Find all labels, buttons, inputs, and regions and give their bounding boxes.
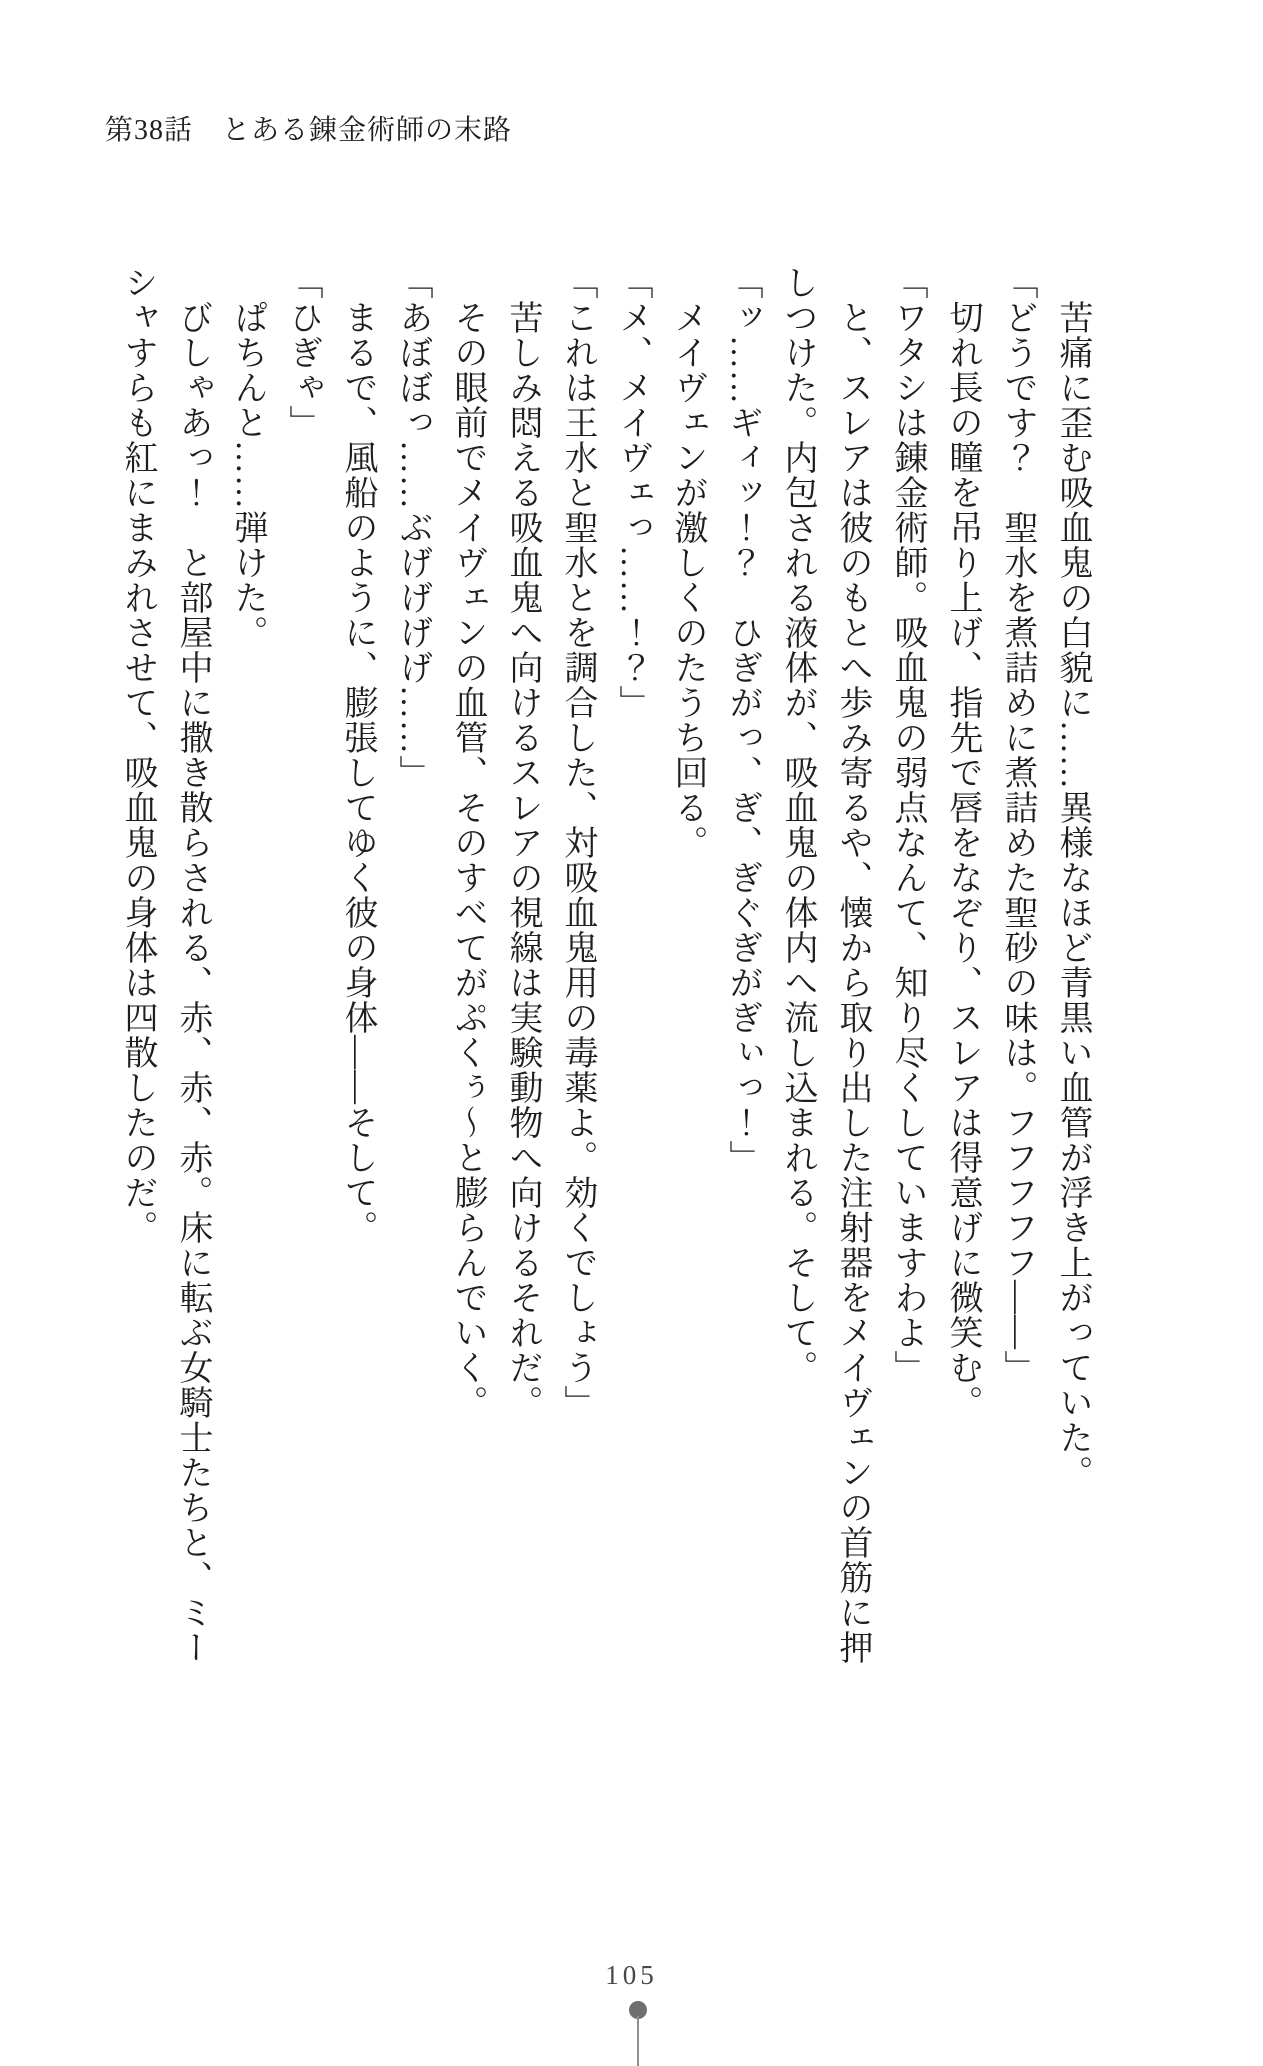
text-line: 「メ、メイヴェっ……！？」 xyxy=(614,265,651,720)
text-line: シャすらも紅にまみれさせて、吸血鬼の身体は四散したのだ。 xyxy=(119,265,156,1245)
text-line: びしゃあっ！ と部屋中に撒き散らされる、赤、赤、赤。床に転ぶ女騎士たちと、ミー xyxy=(174,300,211,1665)
text-line: 「ワタシは錬金術師。吸血鬼の弱点なんて、知り尽くしていますわよ」 xyxy=(889,265,926,1385)
chapter-header: 第38話 とある錬金術師の末路 xyxy=(105,115,513,146)
text-line: 切れ長の瞳を吊り上げ、指先で唇をなぞり、スレアは得意げに微笑む。 xyxy=(944,300,981,1420)
text-line: 苦痛に歪む吸血鬼の白貌に……異様なほど青黒い血管が浮き上がっていた。 xyxy=(1054,300,1091,1490)
text-line: 「ひぎゃ」 xyxy=(284,265,321,440)
text-line: 「あぼぼっ……ぶげげげげ……」 xyxy=(394,265,431,790)
text-line: 苦しみ悶える吸血鬼へ向けるスレアの視線は実験動物へ向けるそれだ。 xyxy=(504,300,541,1420)
text-line: その眼前でメイヴェンの血管、そのすべてがぷくぅ〜と膨らんでいく。 xyxy=(449,300,486,1420)
text-line: しつけた。内包される液体が、吸血鬼の体内へ流し込まれる。そして。 xyxy=(779,265,816,1385)
page-number: 105 xyxy=(605,1960,658,1990)
footer-ornament-line xyxy=(637,2016,639,2066)
text-line: 「どうです？ 聖水を煮詰めに煮詰めた聖砂の味は。フフフフフ――」 xyxy=(999,265,1036,1385)
text-line: 「これは王水と聖水とを調合した、対吸血鬼用の毒薬よ。効くでしょう」 xyxy=(559,265,596,1420)
vertical-text-block xyxy=(110,265,1100,1665)
text-line: ぱちんと……弾けた。 xyxy=(229,300,266,650)
text-line: 「ッ……ギィッ！？ ひぎがっ、ぎ、ぎぐぎがぎぃっ！」 xyxy=(724,265,761,1175)
text-line: まるで、風船のように、膨張してゆく彼の身体――そして。 xyxy=(339,300,376,1245)
text-line: メイヴェンが激しくのたうち回る。 xyxy=(669,300,706,860)
text-line: と、スレアは彼のもとへ歩み寄るや、懐から取り出した注射器をメイヴェンの首筋に押 xyxy=(834,300,871,1665)
